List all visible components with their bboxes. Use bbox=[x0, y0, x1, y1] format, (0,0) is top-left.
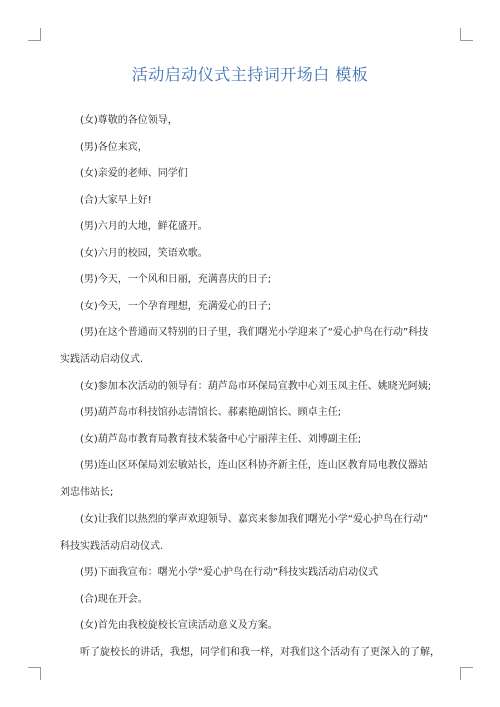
paragraph: (女)首先由我校旋校长宣读活动意义及方案。 bbox=[80, 620, 278, 631]
paragraph: (女)今天，一个孕育理想，充满爱心的日子; bbox=[80, 300, 272, 312]
paragraph: (女)亲爱的老师、同学们 bbox=[80, 168, 188, 179]
document-body bbox=[60, 113, 460, 671]
paragraph: (男)六月的大地，鲜花盛开。 bbox=[80, 221, 208, 232]
paragraph: (男)连山区环保局刘宏敏站长，连山区科协齐新主任，连山区教育局电教仪器站 刘忠伟站长; bbox=[60, 460, 428, 498]
paragraph: (合)大家早上好! bbox=[80, 194, 152, 206]
crop-mark-top-left bbox=[28, 28, 41, 41]
crop-mark-top-right bbox=[460, 28, 473, 41]
paragraph: (男)葫芦岛市科技馆孙志清馆长、郝素艳副馆长、顾卓主任; bbox=[80, 407, 342, 418]
paragraph: 听了旋校长的讲话，我想，同学们和我一样，对我们这个活动有了更深入的了解， bbox=[80, 646, 440, 658]
paragraph: (女)尊敬的各位领导， bbox=[80, 115, 178, 126]
paragraph: (男)下面我宣布：曙光小学“爱心护鸟在行动”科技实践活动启动仪式 bbox=[80, 567, 379, 578]
paragraph: (女)葫芦岛市教育局教育技术装备中心宁丽萍主任、刘博副主任; bbox=[80, 433, 362, 445]
crop-mark-bottom-right bbox=[460, 667, 473, 680]
paragraph: (合)现在开会。 bbox=[80, 593, 148, 605]
paragraph: (男)今天，一个风和日丽，充满喜庆的日子; bbox=[80, 274, 272, 285]
paragraph: (女)参加本次活动的领导有：葫芦岛市环保局宣教中心刘玉凤主任、姚晓光阿姨; bbox=[80, 380, 432, 392]
crop-mark-bottom-left bbox=[28, 667, 41, 680]
document-title: 活动启动仪式主持词开场白 模板 bbox=[131, 65, 369, 84]
paragraph: (女)让我们以热烈的掌声欢迎领导、嘉宾来参加我们曙光小学“爱心护鸟在行动” 科技实践活动启动仪式. bbox=[60, 513, 429, 552]
paragraph: (男)在这个普通而又特别的日子里，我们曙光小学迎来了“爱心护鸟在行动”科技 实践活动启动仪式. bbox=[60, 327, 429, 365]
paragraph: (男)各位来宾， bbox=[80, 141, 148, 153]
paragraph: (女)六月的校园，笑语欢歌。 bbox=[80, 247, 208, 259]
